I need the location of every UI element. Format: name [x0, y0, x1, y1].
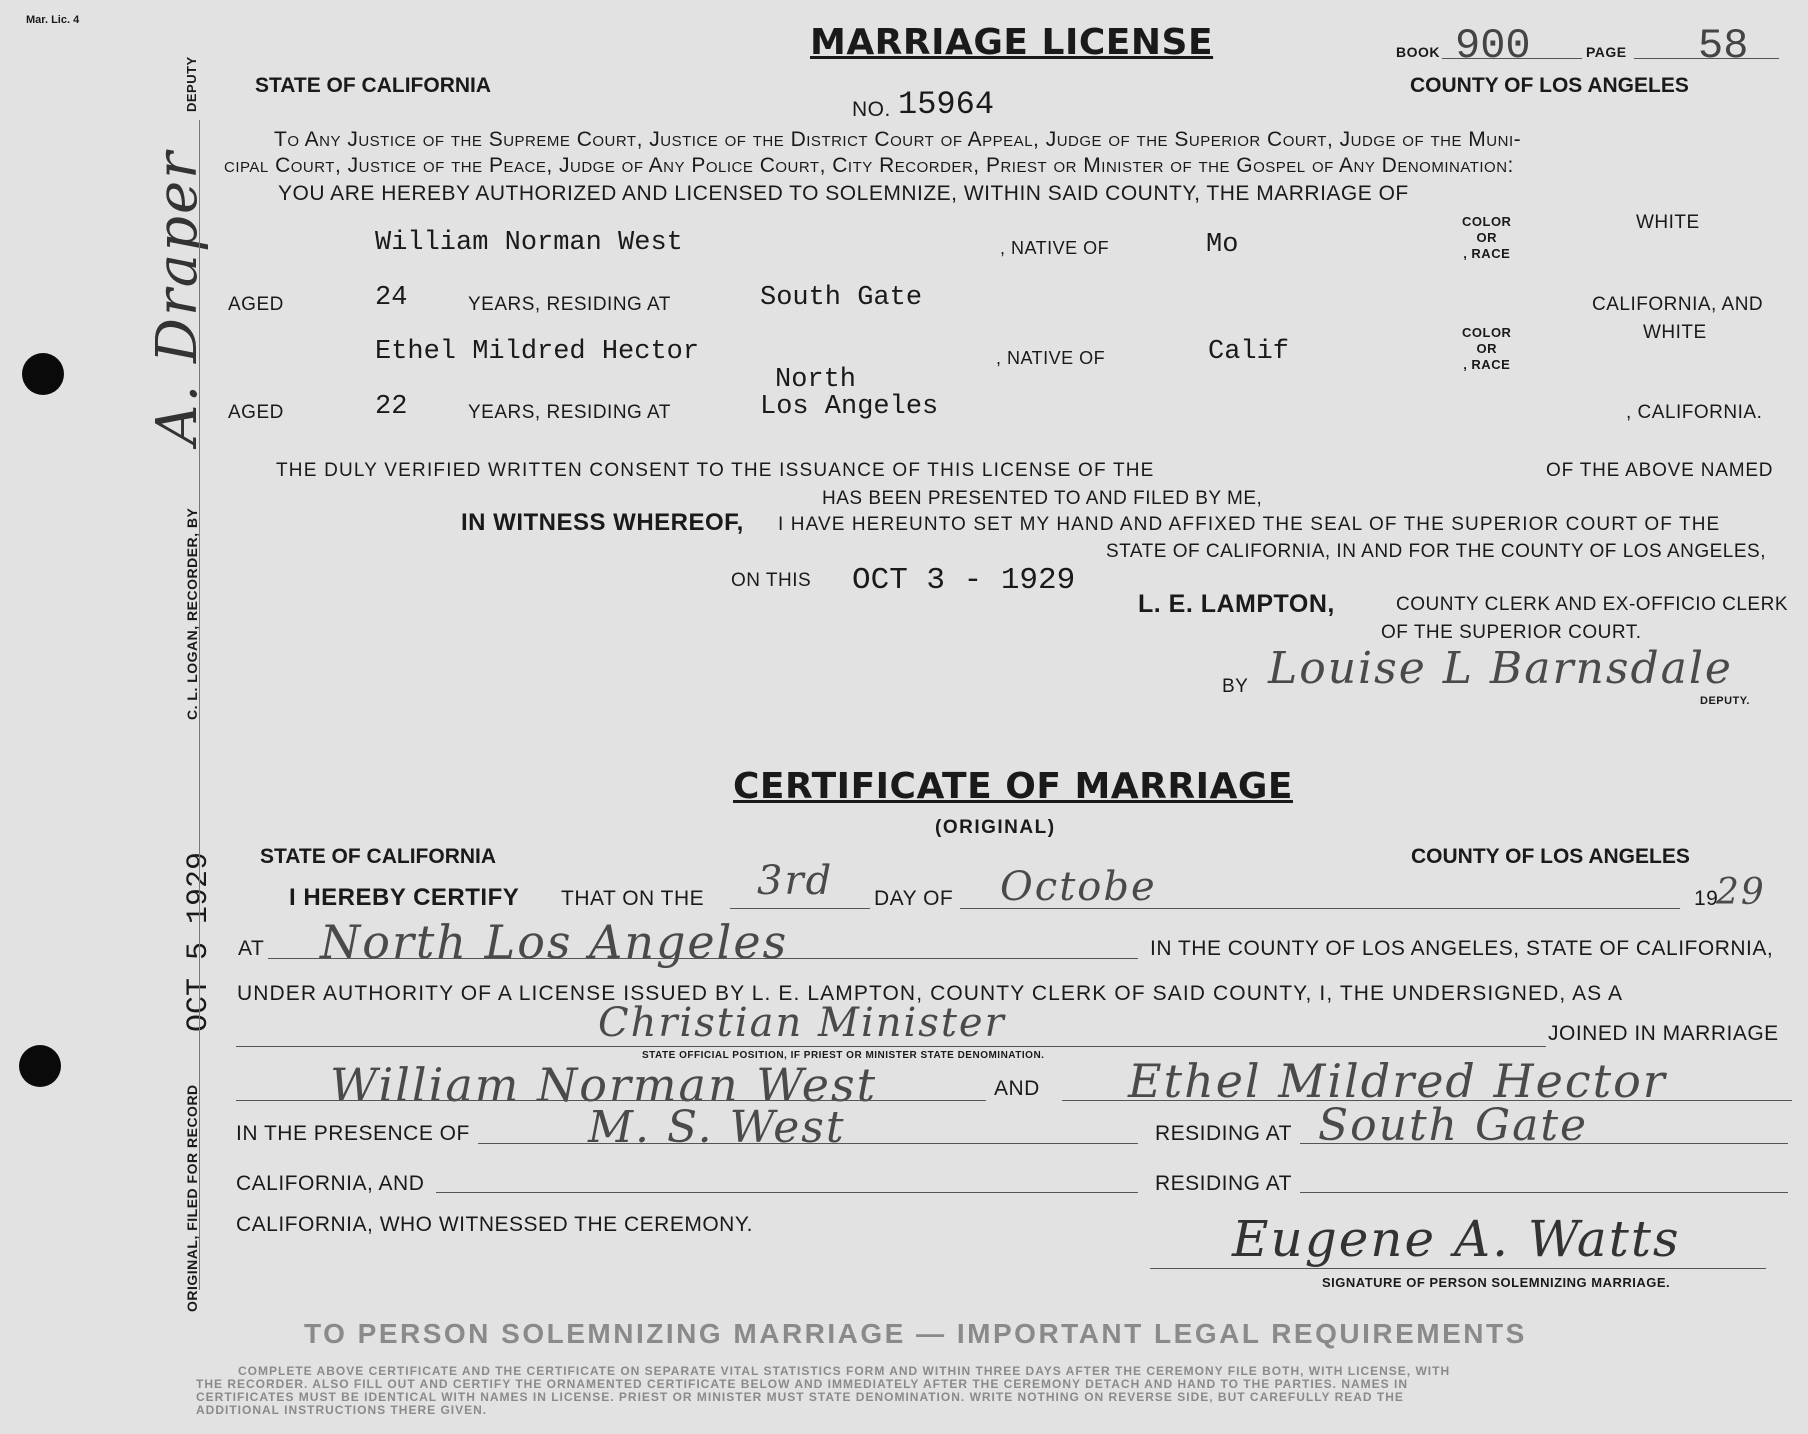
filed-date-stamp: OCT 5 1929: [182, 851, 216, 1032]
punch-hole-bottom: [19, 1045, 61, 1087]
deputy-label: DEPUTY.: [1700, 695, 1750, 707]
groom-residing-label: YEARS, RESIDING AT: [468, 294, 671, 315]
clerk-title-1: COUNTY CLERK AND EX-OFFICIO CLERK: [1396, 594, 1788, 615]
marriage-month: Octobe: [1000, 864, 1157, 910]
groom-sig-line: [236, 1100, 986, 1101]
witness-line-2: STATE OF CALIFORNIA, IN AND FOR THE COUNTY OF LOS ANGELES,: [1106, 541, 1766, 562]
place-line: [268, 958, 1138, 959]
day-line: [730, 908, 870, 909]
book-label: BOOK: [1396, 44, 1440, 60]
page-line: [1634, 58, 1779, 59]
intro-line-1: To Any Justice of the Supreme Court, Justice of the District Court of Appeal, Judge of the Superior Court, Judge of the Muni-: [274, 128, 1522, 151]
footer-line-3: CERTIFICATES MUST BE IDENTICAL WITH NAMES IN LICENSE. PRIEST OR MINISTER MUST STATE DENOMINATION. WRITE NOTHING ON REVERSE SIDE, BUT CAREFULLY READ THE: [196, 1390, 1404, 1404]
that-on-the-label: THAT ON THE: [561, 887, 705, 910]
bride-residence-line1: North: [775, 365, 857, 395]
position-line: [236, 1046, 1546, 1047]
color-word: COLOR: [1462, 214, 1512, 229]
residing-label-1: RESIDING AT: [1155, 1122, 1292, 1145]
marriage-day: 3rd: [757, 858, 834, 904]
joined-label: JOINED IN MARRIAGE: [1548, 1022, 1779, 1045]
marriage-place: North Los Angeles: [320, 915, 789, 969]
officiant-position: Christian Minister: [598, 1000, 1006, 1046]
residing-label-2: RESIDING AT: [1155, 1172, 1292, 1195]
position-note: STATE OFFICIAL POSITION, IF PRIEST OR MINISTER STATE DENOMINATION.: [642, 1050, 1045, 1061]
footer-line-4: ADDITIONAL INSTRUCTIONS THERE GIVEN.: [196, 1403, 488, 1417]
by-label: BY: [1222, 676, 1249, 697]
authority-text: UNDER AUTHORITY OF A LICENSE ISSUED BY L. E. LAMPTON, COUNTY CLERK OF SAID COUNTY, I, THE UNDERSIGNED, AS A: [237, 982, 1624, 1005]
groom-color-label: [1462, 214, 1511, 262]
certificate-title: CERTIFICATE OF MARRIAGE: [733, 766, 1293, 807]
groom-name: William Norman West: [375, 228, 683, 258]
license-county: COUNTY OF LOS ANGELES: [1410, 74, 1689, 97]
issue-date-stamp: OCT 3 - 1929: [852, 563, 1076, 598]
year-suffix: 29: [1716, 872, 1766, 913]
bride-name: Ethel Mildred Hector: [375, 337, 700, 367]
witness-1-line: [478, 1143, 1138, 1144]
or-word: OR: [1476, 230, 1497, 245]
intro-line-3: YOU ARE HEREBY AUTHORIZED AND LICENSED TO SOLEMNIZE, WITHIN SAID COUNTY, THE MARRIAGE OF: [278, 182, 1409, 205]
who-witnessed-label: CALIFORNIA, WHO WITNESSED THE CEREMONY.: [236, 1213, 753, 1236]
license-state: STATE OF CALIFORNIA: [255, 74, 492, 97]
california-and-cert: CALIFORNIA, AND: [236, 1172, 425, 1195]
bride-age: 22: [375, 392, 408, 422]
witness-line-1: I HAVE HEREUNTO SET MY HAND AND AFFIXED THE SEAL OF THE SUPERIOR COURT OF THE: [778, 514, 1721, 535]
at-label: AT: [238, 937, 265, 960]
margin-deputy-label: DEPUTY: [184, 56, 199, 112]
certificate-subtitle: (ORIGINAL): [935, 817, 1056, 838]
recorder-label: C. L. LOGAN, RECORDER, BY: [184, 507, 200, 720]
filed-label: ORIGINAL, FILED FOR RECORD: [184, 1084, 200, 1312]
bride-residence-line2: Los Angeles: [760, 392, 939, 422]
on-this-label: ON THIS: [731, 570, 812, 591]
intro-line-2: cipal Court, Justice of the Peace, Judge of Any Police Court, City Recorder, Priest or Minister of the Gospel of Any Denomination:: [224, 154, 1514, 177]
witness-1-name: M. S. West: [588, 1102, 846, 1153]
officiant-signature: Eugene A. Watts: [1232, 1210, 1681, 1268]
certificate-county: COUNTY OF LOS ANGELES: [1411, 845, 1690, 868]
witness-2-residence-line: [1300, 1192, 1788, 1193]
page-label: PAGE: [1586, 44, 1627, 60]
bride-native-label: , NATIVE OF: [996, 348, 1106, 368]
footer-heading: TO PERSON SOLEMNIZING MARRIAGE — IMPORTANT LEGAL REQUIREMENTS: [304, 1318, 1527, 1349]
license-no-label: NO.: [852, 98, 891, 121]
book-line: [1442, 58, 1582, 59]
color-word: COLOR: [1462, 325, 1512, 340]
consent-line-2: HAS BEEN PRESENTED TO AND FILED BY ME,: [822, 488, 1263, 509]
certificate-state: STATE OF CALIFORNIA: [260, 845, 497, 868]
book-value: 900: [1455, 22, 1531, 70]
month-line: [960, 908, 1680, 909]
clerk-title-2: OF THE SUPERIOR COURT.: [1381, 622, 1642, 643]
or-word: OR: [1476, 341, 1497, 356]
groom-native-label: , NATIVE OF: [1000, 238, 1110, 258]
bride-aged-label: AGED: [228, 402, 284, 423]
recorder-signature: A. Draper: [145, 150, 210, 445]
license-number: 15964: [898, 86, 995, 123]
bride-signature: Ethel Mildred Hector: [1128, 1054, 1667, 1108]
deputy-signature: Louise L Barnsdale: [1268, 643, 1733, 694]
witness-bold: IN WITNESS WHEREOF,: [461, 509, 744, 536]
day-of-label: DAY OF: [874, 887, 954, 910]
footer-line-1: COMPLETE ABOVE CERTIFICATE AND THE CERTIFICATE ON SEPARATE VITAL STATISTICS FORM AND WITHIN THREE DAYS AFTER THE CEREMONY FILE BOTH, WITH LICENSE, WITH: [238, 1364, 1451, 1378]
presence-label: IN THE PRESENCE OF: [236, 1122, 470, 1145]
groom-race: WHITE: [1636, 212, 1700, 233]
witness-1-residence: South Gate: [1318, 1100, 1589, 1151]
race-word: , RACE: [1463, 357, 1511, 372]
certify-bold: I HEREBY CERTIFY: [289, 884, 520, 911]
and-label: AND: [994, 1077, 1040, 1100]
witness-2-line: [436, 1192, 1138, 1193]
punch-hole-top: [22, 353, 64, 395]
bride-residing-label: YEARS, RESIDING AT: [468, 402, 671, 423]
clerk-name: L. E. LAMPTON,: [1138, 590, 1335, 618]
bride-race: WHITE: [1643, 322, 1707, 343]
california-and-label: CALIFORNIA, AND: [1592, 294, 1764, 315]
groom-residence: South Gate: [760, 283, 923, 313]
margin-rule: [199, 120, 200, 1290]
race-word: , RACE: [1463, 246, 1511, 261]
license-title: MARRIAGE LICENSE: [810, 22, 1214, 63]
year-prefix: 19: [1694, 887, 1719, 910]
consent-line-1a: THE DULY VERIFIED WRITTEN CONSENT TO THE ISSUANCE OF THIS LICENSE OF THE: [276, 460, 1155, 481]
bride-color-label: [1462, 325, 1511, 373]
bride-native: Calif: [1208, 337, 1290, 367]
california-end-label: , CALIFORNIA.: [1626, 402, 1763, 423]
officiant-sig-label: SIGNATURE OF PERSON SOLEMNIZING MARRIAGE.: [1322, 1275, 1671, 1290]
groom-signature: William Norman West: [330, 1058, 878, 1112]
form-id: Mar. Lic. 4: [26, 14, 80, 26]
officiant-sig-line: [1150, 1268, 1766, 1269]
page-value: 58: [1698, 22, 1749, 70]
county-state-label: IN THE COUNTY OF LOS ANGELES, STATE OF CALIFORNIA,: [1150, 937, 1774, 960]
groom-age: 24: [375, 283, 408, 313]
footer-line-2: THE RECORDER. ALSO FILL OUT AND CERTIFY THE ORNAMENTED CERTIFICATE BELOW AND IMMEDIATELY AFTER THE CEREMONY DETACH AND HAND TO THE PARTIES. NAMES IN: [196, 1377, 1409, 1391]
witness-1-residence-line: [1300, 1143, 1788, 1144]
groom-native: Mo: [1206, 230, 1239, 260]
groom-aged-label: AGED: [228, 294, 284, 315]
consent-line-1b: OF THE ABOVE NAMED: [1546, 460, 1774, 481]
